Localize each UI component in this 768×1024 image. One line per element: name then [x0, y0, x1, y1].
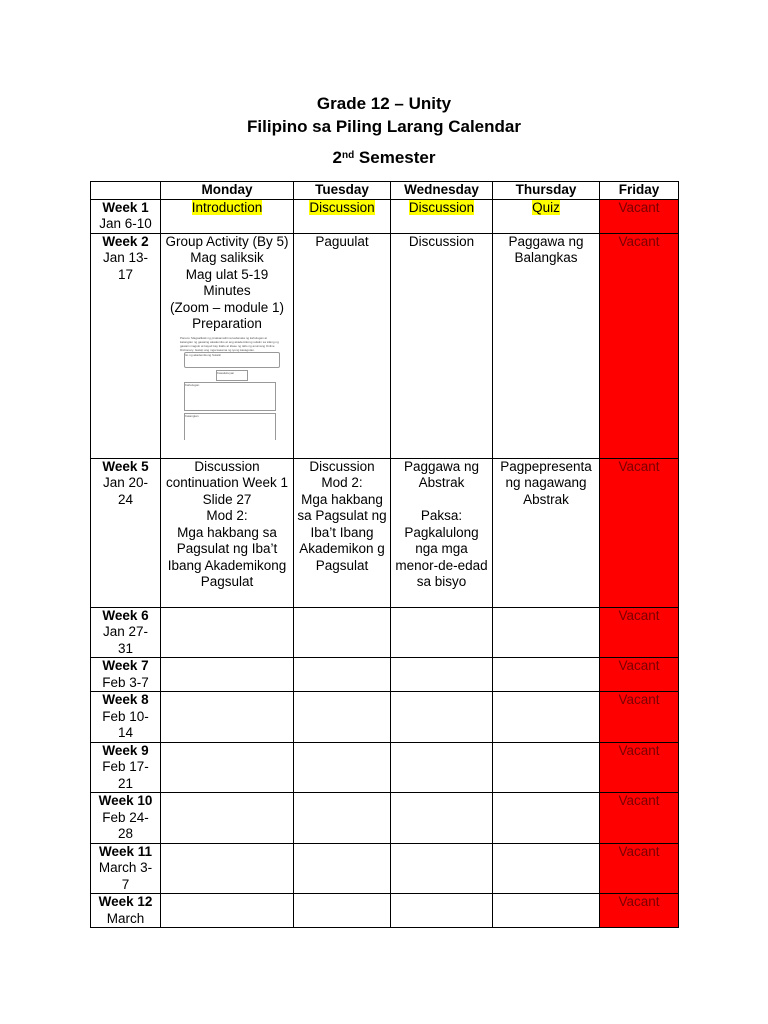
week-cell: Week 8 Feb 10- 14	[91, 692, 161, 743]
wednesday-cell	[391, 692, 493, 743]
document-title: Grade 12 – Unity	[316, 94, 452, 113]
week-cell: Week 2 Jan 13- 17	[91, 233, 161, 458]
monday-cell	[161, 742, 294, 793]
thursday-cell	[493, 742, 600, 793]
tuesday-cell	[294, 692, 391, 743]
semester-heading: 2nd Semester	[332, 148, 436, 167]
column-header-monday: Monday	[161, 182, 294, 200]
friday-cell: Vacant	[600, 199, 679, 233]
friday-cell: Vacant	[600, 607, 679, 658]
table-row	[91, 658, 679, 692]
table-row	[91, 233, 679, 458]
week-cell: Week 11 March 3- 7	[91, 843, 161, 894]
monday-cell	[161, 843, 294, 894]
tuesday-cell	[294, 658, 391, 692]
document-subtitle: Filipino sa Piling Larang Calendar	[247, 117, 521, 136]
monday-cell	[161, 894, 294, 928]
monday-cell	[161, 692, 294, 743]
thursday-cell: Paggawa ng Balangkas	[493, 233, 600, 458]
thumbnail-button: Kasalukuyan	[216, 370, 248, 381]
column-header-tuesday: Tuesday	[294, 182, 391, 200]
column-header-wednesday: Wednesday	[391, 182, 493, 200]
week-cell: Week 12 March	[91, 894, 161, 928]
worksheet-thumbnail: Panuto: Magsaliksik ng pinakamaliit na kabanata ng kahulugan at katangian ng gawaing akademiko at ang akademikong sulatin sa silang ng gawain magulo at kayod kay ikatlo at klase ng tatlo ng anumang Online Dictionary. Isaisip ang mga kasama ng iyong kasagutan. Ito ng akademikong Sulatin Kasalukuyan Kahulugan Katangian	[174, 336, 280, 440]
friday-cell: Vacant	[600, 793, 679, 844]
friday-cell: Vacant	[600, 894, 679, 928]
friday-cell: Vacant	[600, 458, 679, 607]
wednesday-cell	[391, 607, 493, 658]
thumbnail-field: Ito ng akademikong Sulatin	[184, 352, 280, 368]
week-cell: Week 9 Feb 17- 21	[91, 742, 161, 793]
tuesday-cell: Discussion Mod 2: Mga hakbang sa Pagsulat ng Iba’t Ibang Akademikon g Pagsulat	[294, 458, 391, 607]
monday-cell: Introduction	[161, 199, 294, 233]
monday-cell	[161, 658, 294, 692]
tuesday-cell	[294, 894, 391, 928]
table-row	[91, 458, 679, 607]
wednesday-cell: Discussion	[391, 199, 493, 233]
table-row	[91, 894, 679, 928]
table-row	[91, 843, 679, 894]
tuesday-cell: Paguulat	[294, 233, 391, 458]
table-row	[91, 793, 679, 844]
table-header-row	[91, 182, 679, 200]
wednesday-cell	[391, 793, 493, 844]
calendar-table	[90, 181, 679, 928]
wednesday-cell	[391, 843, 493, 894]
friday-cell: Vacant	[600, 742, 679, 793]
tuesday-cell: Discussion	[294, 199, 391, 233]
monday-cell	[161, 793, 294, 844]
thursday-cell	[493, 658, 600, 692]
table-row	[91, 742, 679, 793]
table-row	[91, 607, 679, 658]
monday-cell: Discussion continuation Week 1 Slide 27 Mod 2: Mga hakbang sa Pagsulat ng Iba’t Ibang Akademikong Pagsulat	[161, 458, 294, 607]
thumbnail-box-kahulugan: Kahulugan	[184, 382, 276, 411]
thursday-cell	[493, 607, 600, 658]
thursday-cell: Quiz	[493, 199, 600, 233]
week-cell: Week 1 Jan 6-10	[91, 199, 161, 233]
week-cell: Week 7 Feb 3-7	[91, 658, 161, 692]
wednesday-cell	[391, 658, 493, 692]
wednesday-cell: Paggawa ng Abstrak Paksa: Pagkalulong nga mga menor-de-edad sa bisyo	[391, 458, 493, 607]
friday-cell: Vacant	[600, 692, 679, 743]
thursday-cell	[493, 894, 600, 928]
column-header-thursday: Thursday	[493, 182, 600, 200]
column-header-week	[91, 182, 161, 200]
monday-cell	[161, 607, 294, 658]
tuesday-cell	[294, 843, 391, 894]
column-header-friday: Friday	[600, 182, 679, 200]
wednesday-cell: Discussion	[391, 233, 493, 458]
table-row	[91, 199, 679, 233]
friday-cell: Vacant	[600, 233, 679, 458]
week-cell: Week 10 Feb 24- 28	[91, 793, 161, 844]
table-row	[91, 692, 679, 743]
thursday-cell	[493, 793, 600, 844]
thumbnail-box-katangian: Katangian	[184, 413, 276, 440]
week-cell: Week 5 Jan 20- 24	[91, 458, 161, 607]
monday-cell: Group Activity (By 5) Mag saliksik Mag ulat 5-19 Minutes (Zoom – module 1) Preparation Panuto: Magsaliksik ng pinakamaliit na kabanata ng kahulugan at katangian ng gawaing akademiko at ang akademikong sulatin sa silang ng gawain magulo at kayod kay ikatlo at klase ng tatlo ng anumang Online Dictionary. Isaisip ang mga kasama ng iyong kasagutan. Ito ng akademikong Sulatin Kasalukuyan Kahulugan Katangian	[161, 233, 294, 458]
friday-cell: Vacant	[600, 843, 679, 894]
thursday-cell	[493, 692, 600, 743]
tuesday-cell	[294, 607, 391, 658]
wednesday-cell	[391, 894, 493, 928]
week-cell: Week 6 Jan 27- 31	[91, 607, 161, 658]
thursday-cell	[493, 843, 600, 894]
thursday-cell: Pagpepresenta ng nagawang Abstrak	[493, 458, 600, 607]
tuesday-cell	[294, 742, 391, 793]
tuesday-cell	[294, 793, 391, 844]
wednesday-cell	[391, 742, 493, 793]
document-header	[0, 92, 768, 169]
friday-cell: Vacant	[600, 658, 679, 692]
